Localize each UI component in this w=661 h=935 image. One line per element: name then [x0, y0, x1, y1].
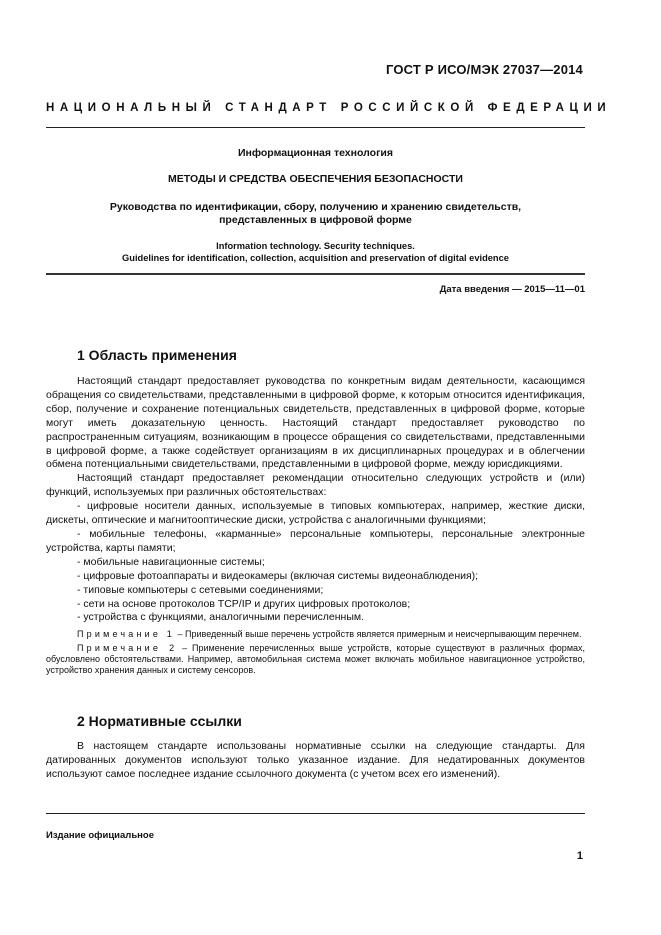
- edition-label: Издание официальное: [46, 830, 154, 841]
- english-title-line-2: Guidelines for identification, collection, acquisition and preservation of digital evidence: [122, 252, 509, 263]
- title-line-3a: Руководства по идентификации, сбору, получению и хранению свидетельств,: [109, 201, 522, 213]
- english-title-line-1: Information technology. Security techniques.: [216, 241, 415, 251]
- section-1-heading: 1 Область применения: [77, 347, 237, 363]
- note-1-text: – Приведенный выше перечень устройств является примерным и неисчерпывающим перечнем.: [175, 629, 582, 640]
- note-2: [46, 643, 585, 677]
- section-2-body: [46, 740, 585, 782]
- introduction-date: Дата введения — 2015—11—01: [439, 284, 585, 295]
- note-1-label: Примечание 1: [77, 629, 175, 640]
- english-title: [46, 241, 585, 264]
- section-1-paragraph-2: Настоящий стандарт предоставляет рекомендации относительно следующих устройств и (или) функций, используемых при различных обстоятельствах:: [46, 472, 585, 499]
- list-item: - устройства с функциями, аналогичными перечисленным.: [77, 611, 365, 624]
- section-2-heading: 2 Нормативные ссылки: [77, 713, 242, 729]
- list-item: - типовые компьютеры с сетевыми соединениями;: [77, 583, 324, 596]
- header-divider: [46, 127, 585, 128]
- standard-code: ГОСТ Р ИСО/МЭК 27037—2014: [385, 62, 583, 77]
- page-number: 1: [576, 850, 583, 862]
- note-2-text: – Применение перечисленных выше устройств, которые существуют в различных формах, обусловлено обстоятельствами. Например, автомобильная система может включать мобильное навигационное устройство, устройство хранения данных и систему сенсоров.: [46, 642, 586, 675]
- national-standard-heading: НАЦИОНАЛЬНЫЙ СТАНДАРТ РОССИЙСКОЙ ФЕДЕРАЦИИ: [46, 102, 612, 114]
- title-line-3: [46, 201, 585, 227]
- list-item: - цифровые фотоаппараты и видеокамеры (включая системы видеонаблюдения);: [77, 569, 479, 582]
- title-line-3b: представленных в цифровой форме: [219, 214, 412, 226]
- footer-divider: [46, 813, 585, 814]
- section-2-paragraph-1: В настоящем стандарте использованы нормативные ссылки на следующие стандарты. Для датированных документов используют только указанное издание. Для недатированных документов используют самое последнее издание ссылочного документа (с учетом всех его изменений).: [46, 740, 585, 780]
- note-1: [46, 629, 585, 640]
- title-divider: [46, 273, 585, 275]
- section-1-body: [46, 375, 585, 676]
- list-item: - цифровые носители данных, используемые в типовых компьютерах, например, жесткие диски, дискеты, оптические и магнитооптические диски, устройства с аналогичными функциями;: [46, 500, 585, 527]
- section-1-paragraph-1: Настоящий стандарт предоставляет руководства по конкретным видам деятельности, касающимся обращения со свидетельствами, представленными в цифровой форме, к которым относится идентификация, сбор, получение и сохранение потенциальных свидетельств, представленных в цифровой форме, которые могут иметь доказательную ценность. Настоящий стандарт предоставляет руководство по распространенным ситуациям, возникающим в процессе обращения со свидетельствами, представленными в цифровой форме, а также содействует организациям в их дисциплинарных процедурах и в облегчении обмена потенциальными свидетельствами, представленными в цифровой форме, между юрисдикциями.: [46, 375, 585, 471]
- note-2-label: Примечание 2: [77, 642, 178, 653]
- title-line-2: МЕТОДЫ И СРЕДСТВА ОБЕСПЕЧЕНИЯ БЕЗОПАСНОСТИ: [168, 173, 463, 185]
- list-item: - мобильные телефоны, «карманные» персональные компьютеры, персональные электронные устройства, карты памяти;: [46, 527, 585, 554]
- list-item: - мобильные навигационные системы;: [77, 555, 265, 568]
- title-line-1: Информационная технология: [237, 147, 394, 159]
- list-item: - сети на основе протоколов TCP/IP и других цифровых протоколов;: [77, 597, 411, 610]
